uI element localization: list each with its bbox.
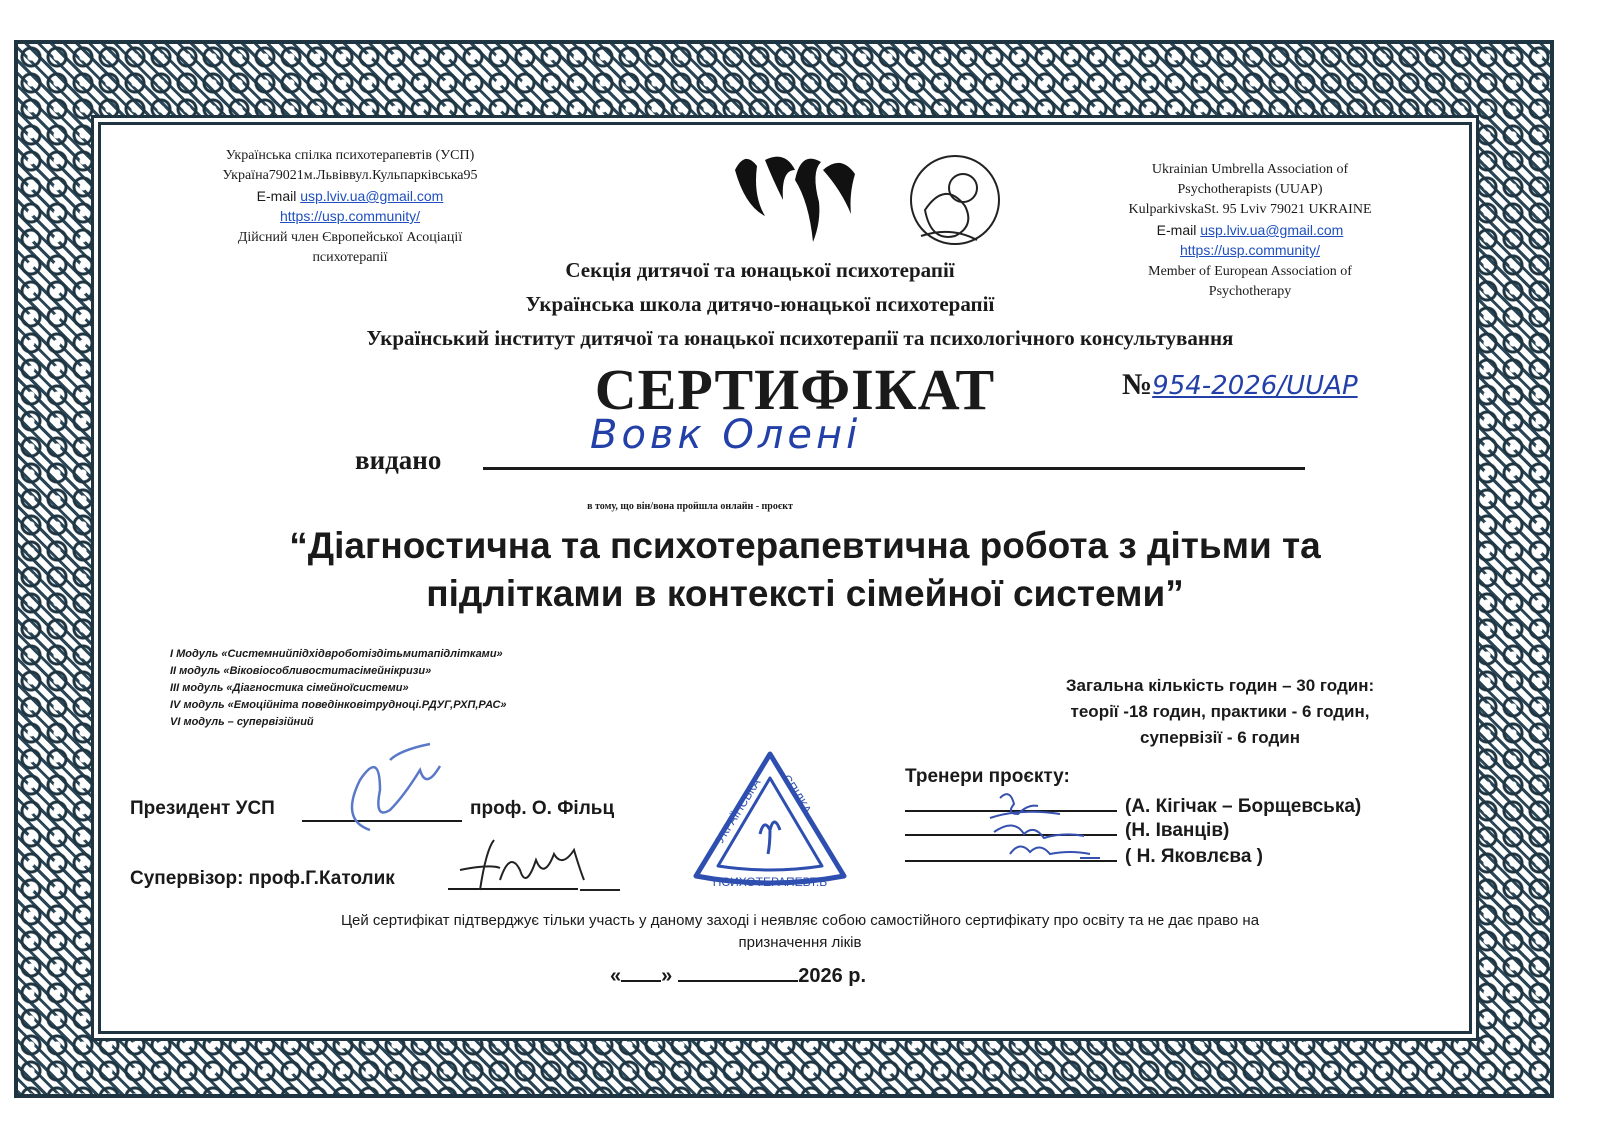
president-name: проф. О. Фільц [470, 798, 615, 819]
trainer-row: (Н. Іванців) [905, 816, 1445, 842]
logo-stroke-2 [765, 157, 795, 200]
logo-stroke-1 [735, 159, 765, 216]
email-line-en: E-mail usp.lviv.ua@gmail.com [1156, 222, 1344, 238]
issued-label: видано [355, 445, 442, 475]
module-item: III модуль «Діагностика сімейноїсистеми» [170, 682, 409, 694]
membership-en: Member of European Association of [1148, 264, 1352, 279]
issue-date: « » 2026 р. [610, 965, 867, 987]
membership-en-2: Psychotherapy [1208, 284, 1292, 299]
usp-logo [725, 140, 1005, 260]
module-list [170, 646, 630, 731]
org-name-en: Ukrainian Umbrella Association of [1151, 162, 1349, 177]
stamp-top-text: УКРАЇНСЬКА [712, 775, 764, 846]
child-bird-logo-icon [911, 156, 999, 244]
hours-total: Загальна кількість годин – 30 годин: [1065, 676, 1375, 695]
month-blank [678, 964, 798, 982]
module-item: I Модуль «Системнийпідхідвроботіздітьмитапідлітками» [170, 648, 503, 660]
issued-underline [483, 467, 1305, 470]
membership-ua: Дійсний член Європейської Асоціації [237, 230, 463, 245]
website-link[interactable]: https://usp.community/ [279, 208, 421, 224]
supervisor-label: Супервізор: проф.Г.Католик [130, 868, 395, 889]
project-title-line-1: “Діагностична та психотерапевтична робота з дітьми та [289, 525, 1321, 566]
module-item: II модуль «Віковіособливоститасімейнікризи» [170, 665, 432, 677]
module-item: VI модуль – супервізійний [170, 716, 314, 728]
certificate-number-value: 954-2026/UUAP [1152, 371, 1358, 401]
logo-stroke-3 [795, 159, 821, 242]
email-line: E-mail usp.lviv.ua@gmail.com [256, 188, 444, 204]
trainer-row: (А. Кігічак – Борщевська) [905, 792, 1445, 818]
section-name: Секція дитячої та юнацької психотерапії [565, 258, 955, 282]
institute-name: Український інститут дитячої та юнацької психотерапії та психологічного консультування [366, 326, 1234, 350]
module-item: IV модуль «Емоційніта поведінковітрудноці.РДУГ,РХП,РАС» [170, 699, 507, 711]
logo-stroke-4 [823, 163, 855, 214]
certificate-number: №954-2026/UUAP [1122, 368, 1358, 401]
project-title-line-2: підлітками в контексті сімейної системи” [426, 573, 1184, 614]
org-address-ua: Україна79021м.Львіввул.Кульпарківська95 [222, 168, 478, 183]
president-label: Президент УСП [130, 798, 275, 819]
trainer-signatures [970, 778, 1120, 868]
hours-summary [1000, 673, 1440, 751]
hours-supervision: супервізії - 6 годин [1140, 728, 1300, 747]
issue-year: 2026 р. [798, 965, 867, 987]
project-title [200, 522, 1410, 618]
membership-ua-2: психотерапії [312, 250, 388, 265]
stamp-bottom-text: ПСИХОТЕРАПЕВТ.В [712, 875, 828, 889]
school-name: Українська школа дитячо-юнацької психотерапії [525, 292, 995, 316]
stamp-right-text: СПІЛКА [779, 772, 815, 817]
org-name-ua: Українська спілка психотерапевтів (УСП) [225, 148, 475, 163]
supervisor-signature [450, 830, 640, 900]
email-link-en[interactable]: usp.lviv.ua@gmail.com [1200, 222, 1344, 238]
trainers-heading: Тренери проєкту: [905, 766, 1070, 787]
disclaimer: Цей сертифікат підтверджує тільки участь у даному заході і неявляє собою самостійного сертифікату про освіту та не дає право на призначення ліків [340, 912, 1260, 951]
org-abbr-en: Psychotherapists (UUAP) [1177, 182, 1323, 197]
email-link[interactable]: usp.lviv.ua@gmail.com [300, 188, 444, 204]
organization-stamp [690, 748, 850, 896]
trainer-row: ( Н. Яковлєва ) [905, 842, 1445, 868]
certificate-title: СЕРТИФІКАТ [594, 357, 996, 422]
president-signature [330, 740, 450, 840]
org-address-en: KulparkivskaSt. 95 Lviv 79021 UKRAINE [1128, 202, 1372, 217]
completion-note: в тому, що він/вона пройшла онлайн - проєкт [587, 501, 793, 512]
hours-breakdown: теорії -18 годин, практики - 6 годин, [1070, 702, 1370, 721]
stamp-logo-icon [760, 822, 780, 854]
header-left [150, 146, 550, 268]
day-blank [621, 964, 661, 982]
website-link-en[interactable]: https://usp.community/ [1179, 242, 1321, 258]
recipient-name: Вовк Олені [590, 412, 862, 458]
